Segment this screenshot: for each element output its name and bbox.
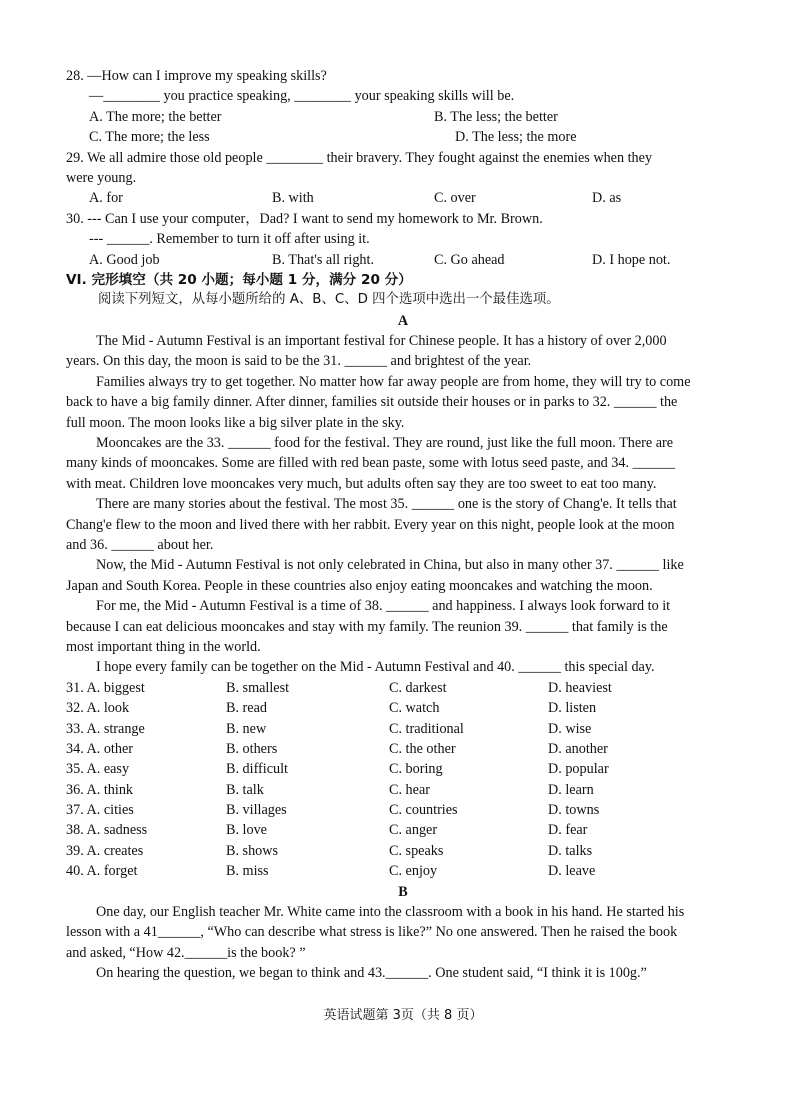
question-stem: 28. —How can I improve my speaking skills? (66, 68, 327, 84)
options-row (66, 107, 740, 127)
choice-row (66, 759, 740, 779)
paragraph (66, 372, 740, 433)
option-d: D. The less; the more (455, 129, 577, 146)
paragraph (66, 596, 740, 657)
choice-d: D. heaviest (548, 679, 612, 696)
choice-row (66, 719, 740, 739)
choice-d: D. talks (548, 842, 593, 859)
choice-d: D. listen (548, 700, 597, 717)
paragraph (66, 902, 740, 963)
paragraph (66, 331, 740, 372)
choice-c: C. speaks (389, 842, 444, 859)
option-c: C. over (434, 190, 476, 207)
choice-b: B. difficult (226, 761, 289, 778)
passage-b (66, 902, 740, 984)
choice-c: C. darkest (389, 679, 447, 696)
choice-d: D. another (548, 740, 608, 757)
choice-d: D. learn (548, 781, 594, 798)
text-line: and 36. ______ about her. (66, 536, 214, 553)
options-row (66, 250, 740, 270)
choice-c: C. watch (389, 700, 440, 717)
paragraph (66, 555, 740, 596)
text-line: lesson with a 41______, “Who can describe what stress is like?” No one answered. Then he raised the book (66, 924, 678, 941)
choice-a: 33. A. strange (66, 720, 145, 737)
text-line: many kinds of mooncakes. Some are filled with red bean paste, some with lotus seed paste, and 34. ______ (66, 455, 676, 472)
text-line: For me, the Mid - Autumn Festival is a time of 38. ______ and happiness. I always look forward to it (96, 598, 671, 615)
text-line: full moon. The moon looks like a big silver plate in the sky. (66, 414, 405, 431)
page-footer: 英语试题第 3页（共 8 页） (323, 1008, 483, 1023)
section-instruction: 阅读下列短文，从每小题所给的 A、B、C、D 四个选项中选出一个最佳选项。 (98, 292, 560, 308)
option-c: C. Go ahead (434, 251, 505, 268)
choice-a: 36. A. think (66, 781, 134, 798)
choice-d: D. fear (548, 822, 588, 839)
options-row (66, 127, 740, 147)
text-line: Chang'e flew to the moon and lived there with her rabbit. Every year on this night, people look at the moon (66, 516, 675, 533)
choice-b: B. others (226, 740, 278, 757)
text-line: back to have a big family dinner. After dinner, families sit outside their houses or in parks to 32. ______ the (66, 394, 678, 411)
option-a: A. The more; the better (89, 108, 222, 125)
choice-d: D. wise (548, 720, 592, 737)
text-line: Mooncakes are the 33. ______ food for the festival. They are round, just like the full moon. There are (96, 435, 674, 452)
choice-b: B. villages (226, 802, 287, 819)
text-line: most important thing in the world. (66, 638, 261, 655)
option-a: A. Good job (89, 251, 160, 268)
question-28 (66, 66, 740, 148)
text-line: I hope every family can be together on the Mid - Autumn Festival and 40. ______ this special day. (96, 659, 655, 676)
choice-b: B. miss (226, 863, 269, 880)
choice-b: B. love (226, 822, 267, 839)
choice-c: C. hear (389, 781, 430, 798)
choices-table (66, 678, 740, 882)
paragraph (66, 963, 740, 983)
text-line: There are many stories about the festival. The most 35. ______ one is the story of Chang'e. It tells that (96, 496, 677, 513)
option-c: C. The more; the less (89, 129, 210, 146)
text-line: Now, the Mid - Autumn Festival is not only celebrated in China, but also in many other 37. ______ like (96, 557, 684, 574)
choice-row (66, 780, 740, 800)
text-line: Families always try to get together. No matter how far away people are from home, they will try to come (96, 373, 691, 390)
question-stem-cont: were young. (66, 169, 137, 186)
choice-row (66, 800, 740, 820)
option-b: B. That's all right. (272, 251, 374, 268)
choice-a: 32. A. look (66, 700, 130, 717)
text-line: and asked, “How 42.______is the book? ” (66, 944, 306, 961)
option-d: D. I hope not. (592, 251, 671, 268)
choice-c: C. anger (389, 822, 438, 839)
text-line: with meat. Children love mooncakes very much, but adults often say they are too sweet to eat too many. (66, 475, 657, 492)
choice-a: 38. A. sadness (66, 822, 148, 839)
text-line: One day, our English teacher Mr. White came into the classroom with a book in his hand. He started his (96, 904, 685, 921)
choice-c: C. countries (389, 802, 458, 819)
choice-c: C. traditional (389, 720, 464, 737)
choice-b: B. shows (226, 842, 279, 859)
choice-row (66, 678, 740, 698)
choice-a: 39. A. creates (66, 842, 144, 859)
choice-c: C. boring (389, 761, 443, 778)
section-title: VI. 完形填空（共 20 小题；每小题 1 分，满分 20 分） (66, 271, 412, 288)
choice-c: C. enjoy (389, 863, 438, 880)
text-line: Japan and South Korea. People in these countries also enjoy eating mooncakes and watching the moon. (66, 577, 653, 594)
option-a: A. for (89, 190, 123, 207)
choice-b: B. new (226, 720, 267, 737)
choice-d: D. popular (548, 761, 609, 778)
choice-row (66, 841, 740, 861)
choice-b: B. smallest (226, 679, 290, 696)
choice-b: B. talk (226, 781, 264, 798)
question-29 (66, 148, 740, 209)
answer-line: --- ______. Remember to turn it off after using it. (89, 231, 370, 248)
text-line: On hearing the question, we began to think and 43.______. One student said, “I think it is 100g.” (96, 965, 647, 982)
option-b: B. with (272, 190, 314, 207)
choice-d: D. towns (548, 802, 600, 819)
options-row (66, 188, 740, 208)
passage-b-heading: B (398, 883, 408, 900)
passage-a-heading: A (397, 312, 409, 329)
choice-a: 31. A. biggest (66, 679, 145, 696)
choice-row (66, 739, 740, 759)
option-d: D. as (592, 190, 622, 207)
choice-row (66, 820, 740, 840)
paragraph (66, 657, 740, 677)
text-line: years. On this day, the moon is said to be the 31. ______ and brightest of the year. (66, 353, 532, 370)
paragraph (66, 494, 740, 555)
text-line: because I can eat delicious mooncakes and stay with my family. The reunion 39. ______ that family is the (66, 618, 668, 635)
choice-a: 40. A. forget (66, 863, 138, 880)
choice-a: 37. A. cities (66, 802, 134, 819)
question-stem: 30. --- Can I use your computer，Dad? I want to send my homework to Mr. Brown. (66, 210, 543, 227)
choice-row (66, 861, 740, 881)
answer-line: —________ you practice speaking, ________ your speaking skills will be. (89, 88, 515, 105)
paragraph (66, 433, 740, 494)
choice-a: 34. A. other (66, 740, 133, 757)
text-line: The Mid - Autumn Festival is an important festival for Chinese people. It has a history of over 2,000 (96, 333, 667, 350)
question-30 (66, 209, 740, 270)
choice-a: 35. A. easy (66, 761, 130, 778)
choice-c: C. the other (389, 740, 456, 757)
passage-a (66, 331, 740, 678)
choice-row (66, 698, 740, 718)
choice-b: B. read (226, 700, 267, 717)
option-b: B. The less; the better (434, 108, 558, 125)
question-stem: 29. We all admire those old people ________ their bravery. They fought against the enemies when they (66, 149, 653, 166)
choice-d: D. leave (548, 863, 596, 880)
